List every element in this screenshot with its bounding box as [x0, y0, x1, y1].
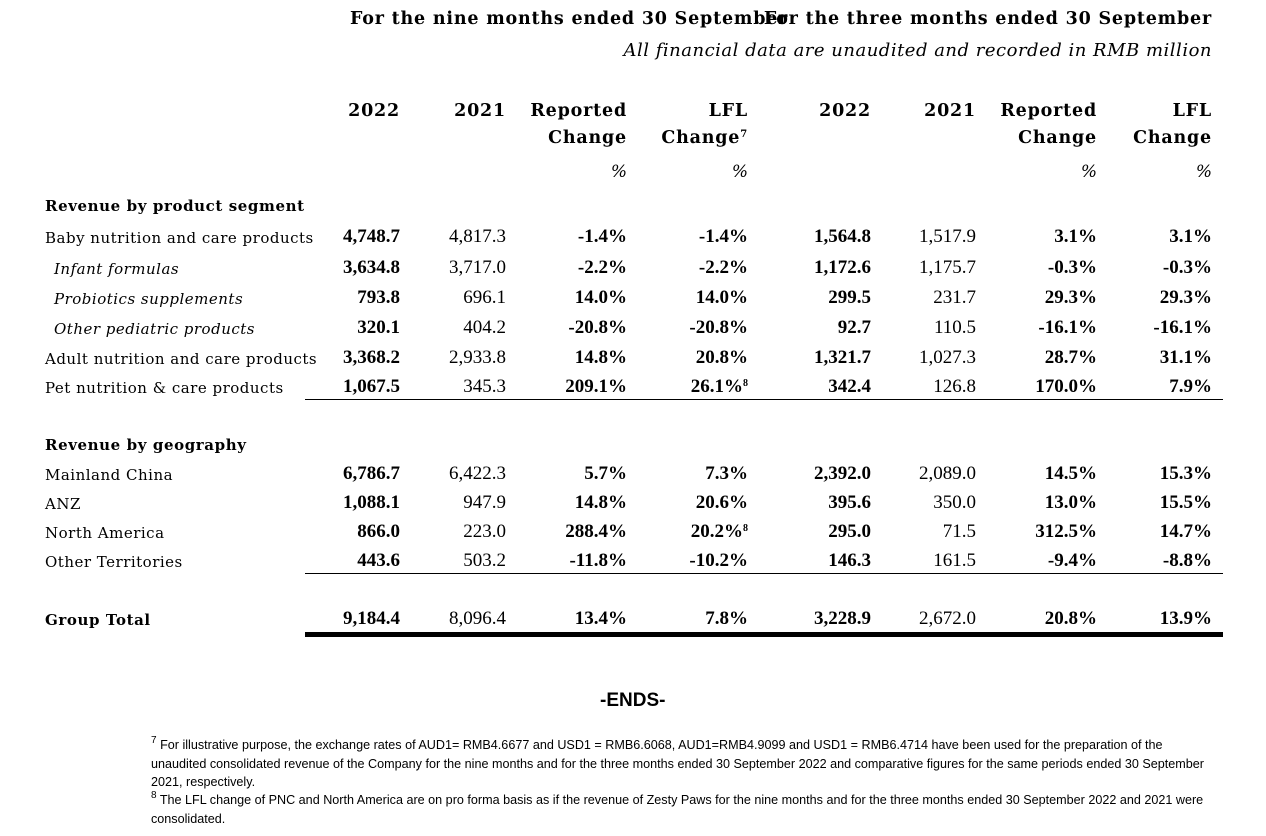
column-header — [1133, 98, 1212, 152]
column-header — [661, 98, 748, 152]
cell-value: 8,096.4 — [449, 608, 506, 629]
three-months-heading: For the three months ended 30 September — [763, 9, 1212, 29]
table-cell — [449, 257, 506, 279]
cell-value: 404.2 — [463, 317, 506, 338]
table-cell — [1045, 492, 1097, 514]
column-header-line: Reported — [1000, 101, 1097, 121]
table-cell — [1160, 521, 1212, 543]
cell-value: 92.7 — [837, 317, 871, 338]
table-cell — [1169, 376, 1212, 398]
column-header-line: Change — [661, 128, 741, 148]
cell-value: -1.4% — [577, 226, 627, 247]
column-header — [530, 98, 627, 152]
table-cell — [691, 376, 748, 398]
cell-value: 231.7 — [933, 287, 976, 308]
cell-value: 161.5 — [933, 550, 976, 571]
column-header-line: Change — [1133, 128, 1212, 148]
column-header-line: Change — [548, 128, 627, 148]
table-cell — [814, 347, 871, 369]
table-cell — [463, 317, 506, 339]
table-cell — [1048, 257, 1097, 279]
cell-value: 7.8% — [705, 608, 748, 629]
cell-value: 295.0 — [828, 521, 871, 542]
row-label: Pet nutrition & care products — [45, 379, 284, 397]
cell-value: 20.8% — [1044, 608, 1097, 629]
table-cell — [463, 376, 506, 398]
table-cell — [343, 608, 400, 630]
column-header — [924, 98, 976, 125]
column-header — [348, 98, 400, 125]
table-cell — [933, 376, 976, 398]
cell-value: 20.2% — [690, 521, 743, 542]
row-label: ANZ — [45, 495, 81, 513]
cell-value: 696.1 — [463, 287, 506, 308]
table-cell — [343, 376, 400, 398]
table-cell — [814, 463, 871, 485]
cell-value: 3.1% — [1169, 226, 1212, 247]
cell-value: 1,175.7 — [919, 257, 976, 278]
column-header-line: 2021 — [454, 101, 506, 121]
column-header-line: 2021 — [924, 101, 976, 121]
column-header-line: Reported — [530, 101, 627, 121]
cell-value: 1,088.1 — [343, 492, 400, 513]
table-cell — [828, 521, 871, 543]
cell-value: 14.0% — [695, 287, 748, 308]
column-header-line: 2022 — [348, 101, 400, 121]
table-cell — [575, 492, 627, 514]
table-cell — [463, 521, 506, 543]
table-cell — [828, 376, 871, 398]
table-cell — [357, 287, 400, 309]
cell-value: 14.0% — [574, 287, 627, 308]
cell-value: 15.5% — [1159, 492, 1212, 513]
cell-value: -10.2% — [689, 550, 748, 571]
footnote-text: The LFL change of PNC and North America are on pro forma basis as if the revenue of Zesty Paws for the nine months and for the three months ended 30 September 2022 and 2021 were consolidated. — [151, 793, 1204, 826]
table-cell — [565, 521, 627, 543]
table-cell — [1045, 608, 1097, 630]
cell-value: -9.4% — [1047, 550, 1097, 571]
table-cell — [933, 287, 976, 309]
cell-value: -16.1% — [1038, 317, 1097, 338]
cell-value: 28.7% — [1044, 347, 1097, 368]
cell-value: 793.8 — [357, 287, 400, 308]
cell-value: 4,817.3 — [449, 226, 506, 247]
cell-value: 14.7% — [1159, 521, 1212, 542]
cell-value: 20.8% — [695, 347, 748, 368]
cell-value: 26.1% — [690, 376, 743, 397]
ends-marker: -ENDS- — [600, 690, 666, 711]
table-cell — [1160, 608, 1212, 630]
cell-value: 146.3 — [828, 550, 871, 571]
table-cell — [565, 376, 627, 398]
cell-value: 3,228.9 — [814, 608, 871, 629]
table-cell — [943, 521, 976, 543]
table-cell — [1160, 287, 1212, 309]
cell-value: 866.0 — [357, 521, 400, 542]
table-cell — [696, 287, 748, 309]
table-cell — [933, 550, 976, 572]
footnote-mark: 7 — [151, 735, 157, 746]
cell-value: 395.6 — [828, 492, 871, 513]
cell-value: 3,634.8 — [343, 257, 400, 278]
column-unit: % — [610, 162, 627, 182]
table-cell — [575, 608, 627, 630]
cell-value: 9,184.4 — [343, 608, 400, 629]
table-cell — [691, 521, 748, 543]
cell-value: 1,517.9 — [919, 226, 976, 247]
cell-value: -20.8% — [568, 317, 627, 338]
product-subtotal-rule — [305, 399, 1223, 400]
table-cell — [463, 550, 506, 572]
cell-value: 31.1% — [1159, 347, 1212, 368]
table-cell — [1160, 347, 1212, 369]
table-cell — [1160, 492, 1212, 514]
table-cell — [1160, 463, 1212, 485]
footnote-7 — [151, 736, 1221, 792]
cell-value: 209.1% — [565, 376, 627, 397]
cell-value: -0.3% — [1162, 257, 1212, 278]
cell-value: 20.6% — [695, 492, 748, 513]
column-unit: % — [1195, 162, 1212, 182]
row-label: Infant formulas — [54, 260, 180, 278]
table-cell — [696, 347, 748, 369]
footnote-ref: 7 — [740, 129, 748, 140]
table-cell — [1045, 347, 1097, 369]
table-cell — [1169, 226, 1212, 248]
cell-value: 15.3% — [1159, 463, 1212, 484]
column-unit: % — [1080, 162, 1097, 182]
table-cell — [449, 347, 506, 369]
row-label: Baby nutrition and care products — [45, 229, 314, 247]
cell-value: 3,368.2 — [343, 347, 400, 368]
cell-value: 5.7% — [584, 463, 627, 484]
table-cell — [1045, 463, 1097, 485]
cell-value: 170.0% — [1035, 376, 1097, 397]
table-cell — [919, 463, 976, 485]
column-header-line: Change — [1018, 128, 1097, 148]
section-label-product: Revenue by product segment — [45, 197, 305, 215]
table-cell — [575, 287, 627, 309]
table-cell — [343, 257, 400, 279]
cell-value: 2,089.0 — [919, 463, 976, 484]
group-total-label: Group Total — [45, 611, 151, 629]
table-cell — [575, 347, 627, 369]
table-cell — [463, 492, 506, 514]
table-cell — [919, 226, 976, 248]
cell-value: -1.4% — [698, 226, 748, 247]
table-cell — [689, 550, 748, 572]
cell-value: 2,933.8 — [449, 347, 506, 368]
table-cell — [1045, 287, 1097, 309]
cell-value: 29.3% — [1159, 287, 1212, 308]
cell-value: 342.4 — [828, 376, 871, 397]
column-header — [454, 98, 506, 125]
cell-value: 7.3% — [705, 463, 748, 484]
subtitle-note: All financial data are unaudited and recorded in RMB million — [623, 40, 1212, 61]
column-header — [819, 98, 871, 125]
cell-value: -8.8% — [1162, 550, 1212, 571]
cell-value: 3.1% — [1054, 226, 1097, 247]
cell-value: 350.0 — [933, 492, 976, 513]
cell-value: 1,564.8 — [814, 226, 871, 247]
footnote-mark: 8 — [151, 790, 157, 801]
table-cell — [828, 550, 871, 572]
cell-value: -16.1% — [1153, 317, 1212, 338]
table-cell — [343, 492, 400, 514]
footnote-text: For illustrative purpose, the exchange rates of AUD1= RMB4.6677 and USD1 = RMB6.6068, AUD1=RMB4.9099 and USD1 = RMB6.4714 have been used for the preparation of the unaudited consolidated revenue of the Company for the nine months and for the three months ended 30 September 2022 and comparative figures for the same periods ended 30 September 2021, respectively. — [151, 738, 1204, 790]
footnote-ref: 8 — [743, 378, 748, 389]
cell-value: 345.3 — [463, 376, 506, 397]
table-cell — [699, 257, 748, 279]
cell-value: -2.2% — [698, 257, 748, 278]
table-cell — [449, 463, 506, 485]
cell-value: 1,321.7 — [814, 347, 871, 368]
table-cell — [1038, 317, 1097, 339]
cell-value: 223.0 — [463, 521, 506, 542]
table-cell — [463, 287, 506, 309]
table-cell — [1153, 317, 1212, 339]
row-label: North America — [45, 524, 165, 542]
cell-value: 288.4% — [565, 521, 627, 542]
table-cell — [696, 492, 748, 514]
table-cell — [705, 608, 748, 630]
column-header-line: LFL — [708, 101, 748, 121]
table-cell — [705, 463, 748, 485]
cell-value: 299.5 — [828, 287, 871, 308]
cell-value: 13.9% — [1159, 608, 1212, 629]
cell-value: 14.8% — [574, 347, 627, 368]
table-cell — [1163, 550, 1212, 572]
cell-value: 126.8 — [933, 376, 976, 397]
table-cell — [814, 226, 871, 248]
column-header-line: 2022 — [819, 101, 871, 121]
table-cell — [343, 226, 400, 248]
cell-value: 4,748.7 — [343, 226, 400, 247]
table-cell — [357, 521, 400, 543]
cell-value: 312.5% — [1035, 521, 1097, 542]
table-cell — [584, 463, 627, 485]
cell-value: 443.6 — [357, 550, 400, 571]
table-cell — [828, 492, 871, 514]
table-cell — [569, 550, 627, 572]
table-cell — [1035, 376, 1097, 398]
table-cell — [568, 317, 627, 339]
column-header-line: LFL — [1172, 101, 1212, 121]
table-cell — [689, 317, 748, 339]
cell-value: 503.2 — [463, 550, 506, 571]
cell-value: 14.8% — [574, 492, 627, 513]
column-unit: % — [731, 162, 748, 182]
nine-months-heading: For the nine months ended 30 September — [350, 9, 789, 29]
table-cell — [838, 317, 871, 339]
table-cell — [578, 226, 627, 248]
table-cell — [919, 347, 976, 369]
table-cell — [343, 347, 400, 369]
cell-value: 1,027.3 — [919, 347, 976, 368]
row-label: Other pediatric products — [54, 320, 255, 338]
row-label: Adult nutrition and care products — [45, 350, 318, 368]
geography-subtotal-rule — [305, 573, 1223, 574]
footnote-ref: 8 — [743, 523, 748, 534]
table-cell — [1035, 521, 1097, 543]
cell-value: 7.9% — [1169, 376, 1212, 397]
table-cell — [449, 226, 506, 248]
cell-value: 3,717.0 — [449, 257, 506, 278]
cell-value: 1,067.5 — [343, 376, 400, 397]
table-cell — [814, 257, 871, 279]
cell-value: -11.8% — [569, 550, 627, 571]
cell-value: 13.0% — [1044, 492, 1097, 513]
cell-value: 110.5 — [933, 317, 976, 338]
table-cell — [357, 317, 400, 339]
cell-value: 2,672.0 — [919, 608, 976, 629]
cell-value: 13.4% — [574, 608, 627, 629]
total-rule — [305, 632, 1223, 637]
row-label: Mainland China — [45, 466, 174, 484]
table-cell — [1054, 226, 1097, 248]
cell-value: 14.5% — [1044, 463, 1097, 484]
row-label: Other Territories — [45, 553, 183, 571]
table-cell — [919, 257, 976, 279]
section-label-geography: Revenue by geography — [45, 436, 247, 454]
cell-value: 71.5 — [942, 521, 976, 542]
table-cell — [1048, 550, 1097, 572]
cell-value: 29.3% — [1044, 287, 1097, 308]
cell-value: -2.2% — [577, 257, 627, 278]
footnote-8 — [151, 791, 1221, 828]
table-cell — [343, 463, 400, 485]
table-cell — [357, 550, 400, 572]
row-label: Probiotics supplements — [54, 290, 244, 308]
table-cell — [919, 608, 976, 630]
table-cell — [578, 257, 627, 279]
cell-value: 2,392.0 — [814, 463, 871, 484]
cell-value: 320.1 — [357, 317, 400, 338]
cell-value: 1,172.6 — [814, 257, 871, 278]
cell-value: 947.9 — [463, 492, 506, 513]
table-cell — [934, 317, 976, 339]
table-cell — [1163, 257, 1212, 279]
cell-value: -20.8% — [689, 317, 748, 338]
table-cell — [699, 226, 748, 248]
cell-value: -0.3% — [1047, 257, 1097, 278]
table-cell — [814, 608, 871, 630]
table-cell — [933, 492, 976, 514]
cell-value: 6,786.7 — [343, 463, 400, 484]
column-header — [1000, 98, 1097, 152]
cell-value: 6,422.3 — [449, 463, 506, 484]
table-cell — [449, 608, 506, 630]
table-cell — [828, 287, 871, 309]
